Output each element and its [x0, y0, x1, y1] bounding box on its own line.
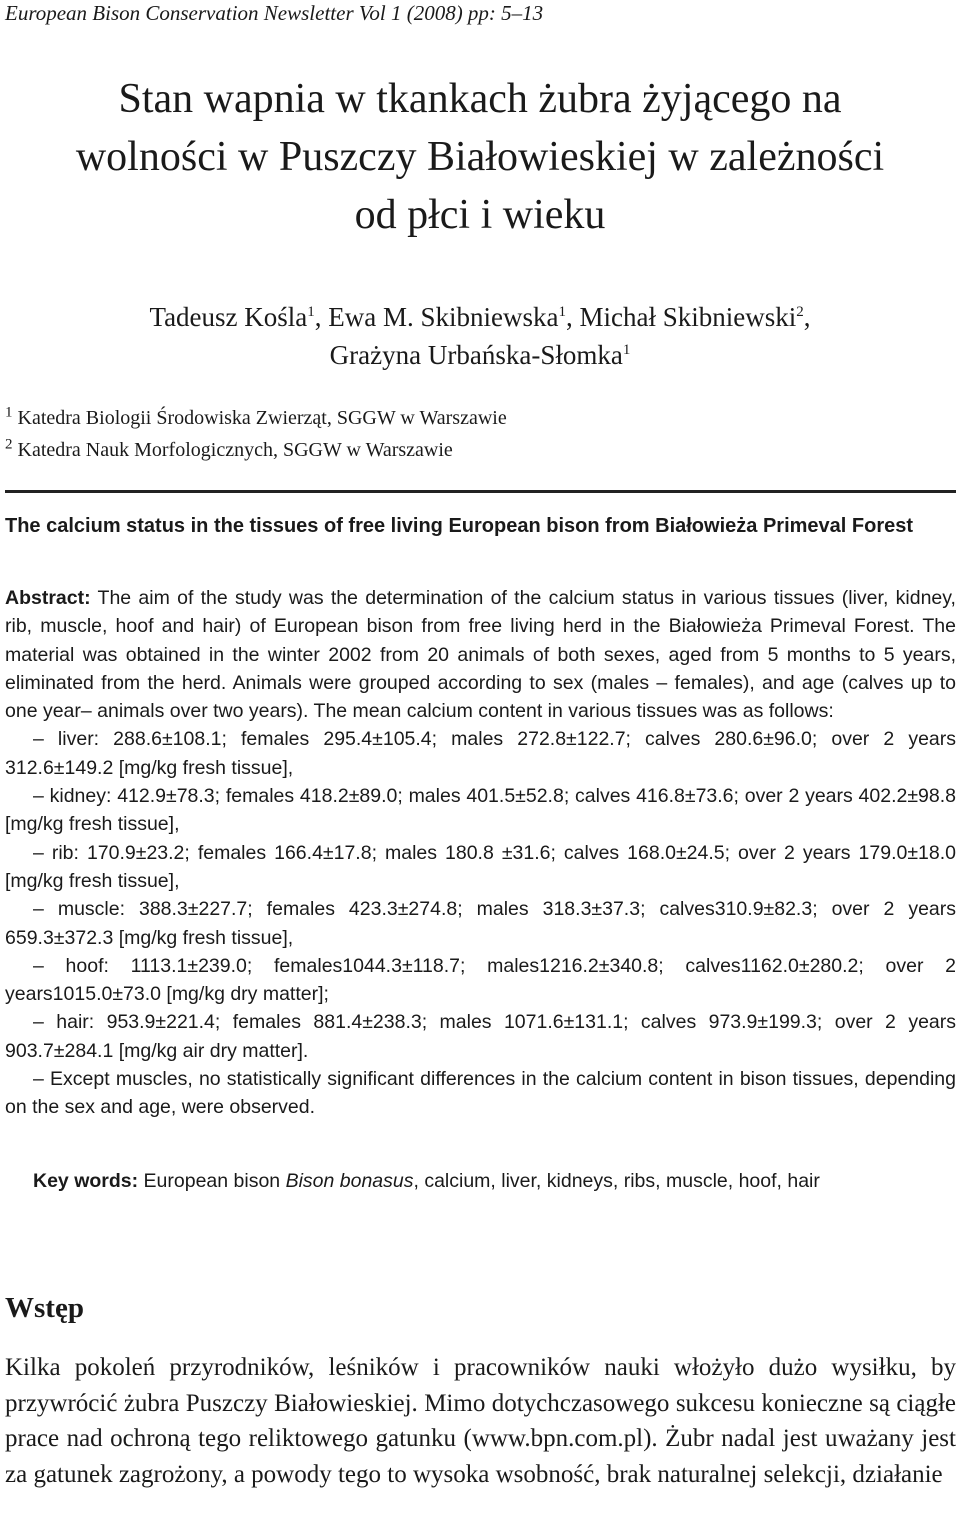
- affiliation-text: Katedra Biologii Środowiska Zwierząt, SGGW w Warszawie: [17, 407, 507, 429]
- author-list: [0, 298, 960, 374]
- abstract-item: – hair: 953.9±221.4; females 881.4±238.3; males 1071.6±131.1; calves 973.9±199.3; over 2 years 903.7±284.1 [mg/kg air dry matter].: [5, 1011, 956, 1062]
- affiliation-mark: 1: [5, 404, 13, 421]
- journal-header: European Bison Conservation Newsletter Vol 1 (2008) pp: 5–13: [5, 1, 544, 25]
- abstract-paragraph: [5, 584, 956, 725]
- keywords: [33, 1167, 956, 1195]
- english-title: The calcium status in the tissues of free living European bison from Białowieża Primeval Forest: [5, 515, 914, 537]
- affiliation-list: [5, 402, 507, 466]
- keywords-text: , calcium, liver, kidneys, ribs, muscle, hoof, hair: [413, 1170, 820, 1192]
- section-heading: Wstęp: [5, 1292, 84, 1324]
- affiliation-mark: 2: [796, 304, 804, 320]
- affiliation-mark: 2: [5, 436, 13, 453]
- species-name: Bison bonasus: [285, 1170, 414, 1192]
- author-name: Michał Skibniewski: [579, 302, 797, 332]
- section-divider: [5, 490, 956, 493]
- abstract-item: – muscle: 388.3±227.7; females 423.3±274.8; males 318.3±37.3; calves310.9±82.3; over 2 years 659.3±372.3 [mg/kg fresh tissue],: [5, 898, 956, 949]
- affiliation: [5, 402, 507, 434]
- author-name: Grażyna Urbańska-Słomka: [329, 340, 623, 370]
- abstract-item: – liver: 288.6±108.1; females 295.4±105.4; males 272.8±122.7; calves 280.6±96.0; over 2 years 312.6±149.2 [mg/kg fresh tissue],: [5, 728, 956, 779]
- abstract-item: – hoof: 1113.1±239.0; females1044.3±118.7; males1216.2±340.8; calves1162.0±280.2; over 2 years1015.0±73.0 [mg/kg dry matter];: [5, 954, 956, 1006]
- author-name: Tadeusz Kośla: [149, 302, 308, 332]
- author-line: Tadeusz Kośla$^1$, Ewa M. Skibniewska$^1$, Michał Skibniewski$^2$,: [149, 302, 811, 332]
- abstract-item: – Except muscles, no statistically significant differences in the calcium content in bison tissues, depending on the sex and age, were observed.: [5, 1068, 956, 1119]
- keywords-label: Key words:: [33, 1170, 139, 1192]
- body-paragraph: Kilka pokoleń przyrodników, leśników i pracowników nauki włożyło dużo wysiłku, by przywrócić żubra Puszczy Białowieskiej. Mimo dotychczasowego sukcesu konieczne są ciągłe prace nad ochroną tego reliktowego gatunku (www.bpn.com.pl). Żubr nadal jest uważany jest za gatunek zagrożony, a powody tego to wysoka wsobność, brak naturalnej selekcji, działanie: [5, 1354, 956, 1488]
- abstract: [5, 584, 956, 1122]
- title-line: od płci i wieku: [354, 192, 606, 238]
- title-line: wolności w Puszczy Białowieskiej w zależności: [75, 134, 885, 180]
- author-line: [0, 336, 960, 374]
- abstract-item: – rib: 170.9±23.2; females 166.4±17.8; males 180.8 ±31.6; calves 168.0±24.5; over 2 years 179.0±18.0 [mg/kg fresh tissue],: [5, 841, 956, 892]
- abstract-label: Abstract:: [5, 587, 91, 609]
- affiliation-text: Katedra Nauk Morfologicznych, SGGW w Warszawie: [17, 439, 453, 461]
- title-line: Stan wapnia w tkankach żubra żyjącego na: [118, 76, 842, 122]
- keywords-text: European bison: [143, 1170, 286, 1192]
- article-title: [0, 70, 960, 244]
- affiliation-mark: 1: [558, 304, 567, 320]
- abstract-item: – kidney: 412.9±78.3; females 418.2±89.0; males 401.5±52.8; calves 416.8±73.6; over 2 years 402.2±98.8 [mg/kg fresh tissue],: [5, 785, 956, 836]
- affiliation: [5, 434, 507, 466]
- affiliation-mark: 1: [307, 304, 315, 320]
- author-name: Ewa M. Skibniewska: [328, 302, 559, 332]
- abstract-text: The aim of the study was the determination of the calcium status in various tissues (liver, kidney, rib, muscle, hoof and hair) of European bison from free living herd in the Białowieża Primeval Forest. The material was obtained in the winter 2002 from 20 animals of both sexes, aged from 5 months to 5 years, eliminated from the herd. Animals were grouped according to sex (males – females), and age (calves up to one year– animals over two years). The mean calcium content in various tissues was as follows:: [5, 587, 956, 723]
- affiliation-mark: 1: [622, 342, 631, 358]
